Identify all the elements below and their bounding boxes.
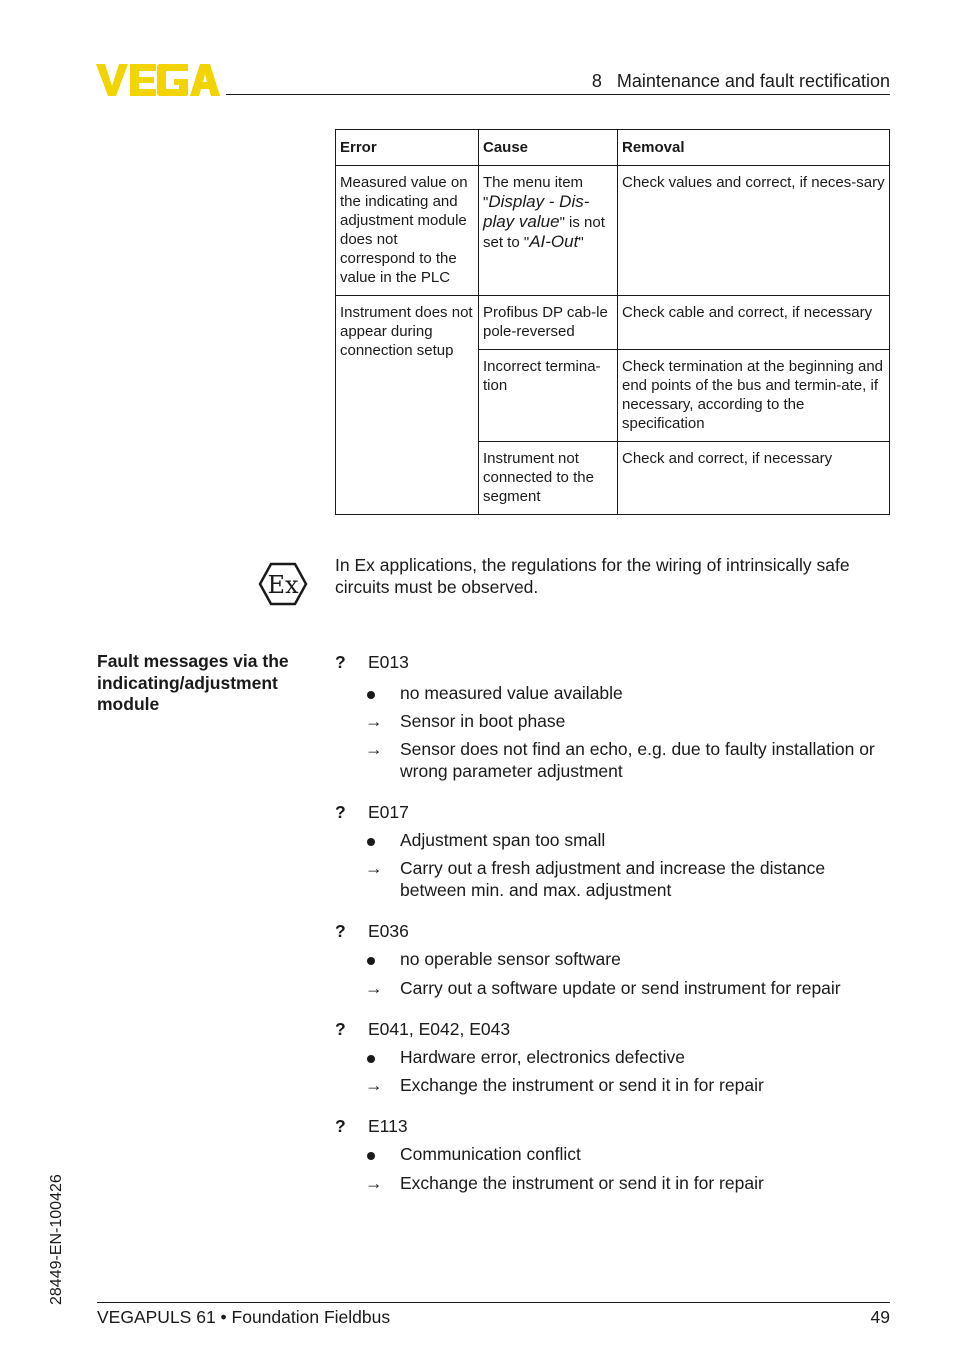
cause-cell: Profibus DP cab-le pole-reversed bbox=[479, 296, 618, 350]
fault-action-text: Carry out a fresh adjustment and increase the distance between min. and max. adjustment bbox=[400, 858, 826, 900]
table-header-row bbox=[336, 130, 890, 166]
cause-text: The menu item " bbox=[483, 174, 584, 211]
removal-cell: Check values and correct, if neces-sary bbox=[618, 166, 890, 296]
cause-text: " bbox=[578, 234, 584, 251]
arrow-icon: → bbox=[365, 1075, 383, 1095]
menu-value-name: AI-Out bbox=[529, 232, 579, 251]
cause-cell bbox=[479, 166, 618, 296]
question-mark-icon: ? bbox=[335, 1019, 346, 1039]
question-mark-icon: ? bbox=[335, 1116, 346, 1136]
fault-code: E036 bbox=[368, 921, 409, 941]
question-mark-icon: ? bbox=[335, 652, 346, 672]
table-row bbox=[336, 166, 890, 296]
fault-cause-text: no measured value available bbox=[400, 683, 623, 703]
footer-title: VEGAPULS 61 • Foundation Fieldbus bbox=[97, 1307, 391, 1327]
bullet-icon bbox=[367, 691, 375, 699]
bullet-icon bbox=[367, 1152, 375, 1160]
fault-code: E017 bbox=[368, 802, 409, 822]
footer-rule bbox=[97, 1302, 890, 1303]
error-table bbox=[335, 129, 890, 515]
fault-cause-text: no operable sensor software bbox=[400, 949, 621, 969]
bullet-icon bbox=[367, 957, 375, 965]
fault-code: E041, E042, E043 bbox=[368, 1019, 511, 1039]
cause-cell: Instrument not connected to the segment bbox=[479, 442, 618, 515]
removal-cell: Check termination at the beginning and end points of the bus and termin-ate, if necessary, according to the specification bbox=[618, 350, 890, 442]
fault-action-text: Exchange the instrument or send it in for repair bbox=[400, 1075, 764, 1095]
fault-action-text: Sensor in boot phase bbox=[400, 711, 566, 731]
cause-text: " is not set to " bbox=[483, 214, 605, 251]
removal-cell: Check cable and correct, if necessary bbox=[618, 296, 890, 350]
ex-note: In Ex applications, the regulations for the wiring of intrinsically safe circuits must be observed. bbox=[335, 555, 850, 597]
fault-action-text: Carry out a software update or send instrument for repair bbox=[400, 978, 841, 998]
cause-cell: Incorrect termina-tion bbox=[479, 350, 618, 442]
column-header-error: Error bbox=[336, 130, 479, 166]
arrow-icon: → bbox=[365, 858, 383, 878]
arrow-icon: → bbox=[365, 1173, 383, 1193]
error-cell: Measured value on the indicating and adjustment module does not correspond to the value in the PLC bbox=[336, 166, 479, 296]
ex-hazard-icon bbox=[258, 562, 308, 606]
arrow-icon: → bbox=[365, 739, 383, 759]
bullet-icon bbox=[367, 838, 375, 846]
fault-action-text: Exchange the instrument or send it in for repair bbox=[400, 1173, 764, 1193]
table-row bbox=[336, 296, 890, 350]
arrow-icon: → bbox=[365, 711, 383, 731]
fault-action-text: Sensor does not find an echo, e.g. due to faulty installation or wrong parameter adjustment bbox=[400, 739, 875, 781]
error-cell: Instrument does not appear during connection setup bbox=[336, 296, 479, 515]
question-mark-icon: ? bbox=[335, 921, 346, 941]
vega-logo bbox=[96, 62, 220, 98]
menu-item-name: Display - Dis-play value bbox=[483, 192, 590, 231]
fault-code: E113 bbox=[368, 1116, 408, 1136]
fault-cause-text: Adjustment span too small bbox=[400, 830, 606, 850]
bullet-icon bbox=[367, 1055, 375, 1063]
column-header-removal: Removal bbox=[618, 130, 890, 166]
removal-cell: Check and correct, if necessary bbox=[618, 442, 890, 515]
page-number: 49 bbox=[870, 1307, 890, 1327]
svg-text:Ex: Ex bbox=[267, 571, 299, 599]
fault-cause-text: Communication conflict bbox=[400, 1144, 581, 1164]
side-heading: Fault messages via the indicating/adjustment module bbox=[97, 651, 289, 714]
fault-code: E013 bbox=[368, 652, 409, 672]
fault-cause-text: Hardware error, electronics defective bbox=[400, 1047, 685, 1067]
question-mark-icon: ? bbox=[335, 802, 346, 822]
arrow-icon: → bbox=[365, 978, 383, 998]
document-number: 28449-EN-100426 bbox=[48, 1174, 65, 1305]
header-rule bbox=[226, 94, 890, 95]
column-header-cause: Cause bbox=[479, 130, 618, 166]
section-title: 8 Maintenance and fault rectification bbox=[591, 71, 890, 91]
